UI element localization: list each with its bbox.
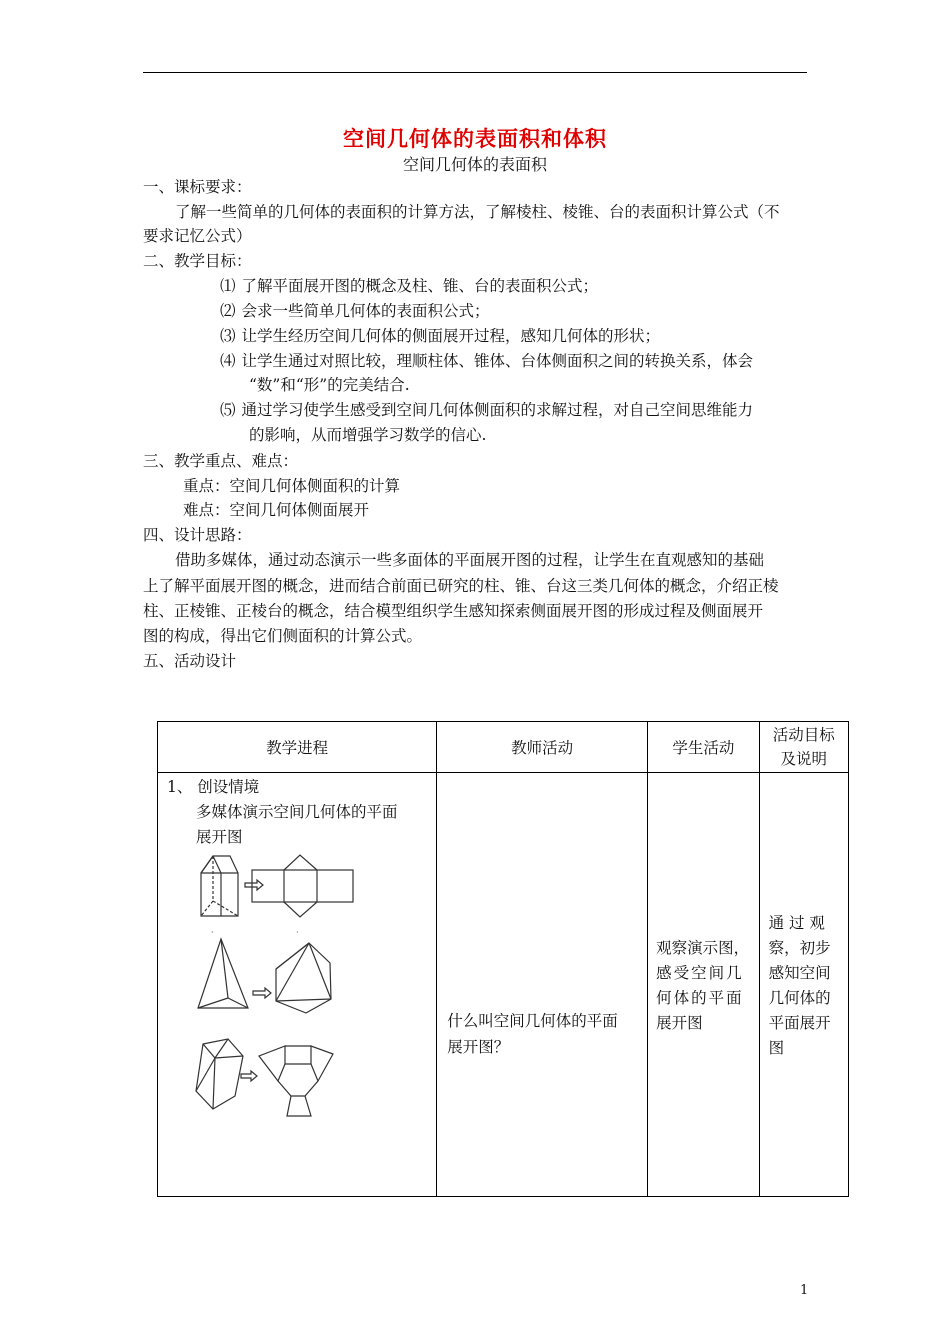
objective-item-5-cont: 的影响，从而增强学习数学的信心.	[249, 426, 487, 444]
key-point: 重点：空间几何体侧面积的计算	[183, 477, 401, 495]
teacher-activity-line-2: 展开图？	[447, 1038, 510, 1056]
page-title: 空间几何体的表面积和体积	[343, 126, 607, 151]
objective-number: ⑶	[220, 327, 236, 345]
section-1-text-line-1: 了解一些简单的几何体的表面积的计算方法，了解棱柱、棱锥、台的表面积计算公式（不	[175, 203, 780, 221]
dot-mark: ·	[211, 928, 214, 937]
objective-text: 通过学习使学生感受到空间几何体侧面积的求解过程，对自己空间思维能力	[241, 401, 754, 419]
goal-line-2: 察，初步	[768, 939, 831, 957]
design-text-line-4: 图的构成，得出它们侧面积的计算公式。	[143, 627, 423, 645]
objective-item-3	[220, 326, 660, 346]
section-3-heading: 三、教学重点、难点：	[143, 452, 299, 470]
step-desc-line-2: 展开图	[196, 828, 243, 846]
cell-goal	[759, 773, 848, 1197]
difficult-point: 难点：空间几何体侧面展开	[183, 501, 370, 519]
step-desc-line-1: 多媒体演示空间几何体的平面	[196, 803, 398, 821]
objective-number: ⑴	[220, 277, 236, 295]
design-text-line-3: 柱、正棱锥、正棱台的概念，结合模型组织学生感知探索侧面展开图的形成过程及侧面展开	[143, 602, 764, 620]
cell-student	[648, 773, 759, 1197]
student-activity-line-3: 何体的平面	[656, 989, 744, 1007]
objective-item-1	[220, 276, 598, 296]
pyramid-net-icon	[276, 943, 331, 1013]
page-subtitle: 空间几何体的表面积	[402, 155, 547, 174]
arrow-icon	[241, 1071, 257, 1081]
arrow-icon	[245, 880, 263, 890]
triangular-prism-icon	[201, 856, 238, 916]
section-4-heading: 四、设计思路：	[143, 526, 252, 544]
goal-line-4: 几何体的	[768, 989, 831, 1007]
objective-text: 会求一些简单几何体的表面积公式；	[241, 302, 490, 320]
objective-item-2	[220, 301, 490, 321]
objective-text: 让学生经历空间几何体的侧面展开过程，感知几何体的形状；	[241, 327, 661, 345]
arrow-icon	[253, 988, 271, 998]
design-text-line-1: 借助多媒体，通过动态演示一些多面体的平面展开图的过程，让学生在直观感知的基础	[175, 551, 765, 569]
section-5-heading: 五、活动设计	[143, 652, 237, 670]
header-student: 学生活动	[648, 722, 759, 773]
header-goal-line-2: 及说明	[780, 750, 828, 768]
objective-item-4	[220, 351, 753, 371]
goal-line-1: 通 过 观	[768, 914, 825, 932]
table-row	[158, 773, 849, 1197]
table-header-row	[158, 722, 849, 773]
objective-text: 了解平面展开图的概念及柱、锥、台的表面积公式；	[241, 277, 599, 295]
polyhedron-nets-figure	[193, 851, 363, 1121]
teacher-activity-line-1: 什么叫空间几何体的平面	[447, 1012, 618, 1030]
page-number: 1	[800, 1283, 809, 1298]
objective-number: ⑷	[220, 352, 236, 370]
section-2-heading: 二、教学目标：	[143, 252, 252, 270]
student-activity-line-4: 展开图	[656, 1014, 703, 1032]
prism-net-icon	[252, 855, 353, 917]
header-goal	[759, 722, 848, 773]
section-1-text-line-2: 要求记忆公式）	[143, 227, 252, 245]
objective-number: ⑸	[220, 401, 236, 419]
student-activity-line-2: 感受空间几	[656, 964, 744, 982]
header-rule	[143, 72, 807, 73]
header-goal-line-1: 活动目标	[772, 726, 835, 744]
pyramid-icon	[198, 939, 248, 1008]
dot-mark: ·	[296, 928, 299, 937]
step-title: 1、 创设情境	[167, 778, 260, 796]
cell-teacher	[437, 773, 648, 1197]
activity-table	[157, 721, 849, 1197]
goal-line-3: 感知空间	[768, 964, 831, 982]
section-1-heading: 一、课标要求：	[143, 178, 252, 196]
frustum-net-icon	[259, 1046, 333, 1116]
objective-number: ⑵	[220, 302, 236, 320]
design-text-line-2: 上了解平面展开图的概念，进而结合前面已研究的柱、锥、台这三类几何体的概念，介绍正棱	[143, 577, 779, 595]
frustum-icon	[196, 1039, 243, 1109]
objective-text: 让学生通过对照比较，理顺柱体、锥体、台体侧面积之间的转换关系，体会	[241, 352, 754, 370]
student-activity-line-1: 观察演示图，	[656, 939, 750, 957]
goal-line-6: 图	[768, 1039, 785, 1057]
goal-line-5: 平面展开	[768, 1014, 831, 1032]
header-teacher: 教师活动	[437, 722, 648, 773]
objective-item-4-cont: “数”和“形”的完美结合.	[249, 376, 410, 394]
cell-process	[158, 773, 437, 1197]
objective-item-5	[220, 400, 753, 420]
header-process: 教学进程	[158, 722, 437, 773]
